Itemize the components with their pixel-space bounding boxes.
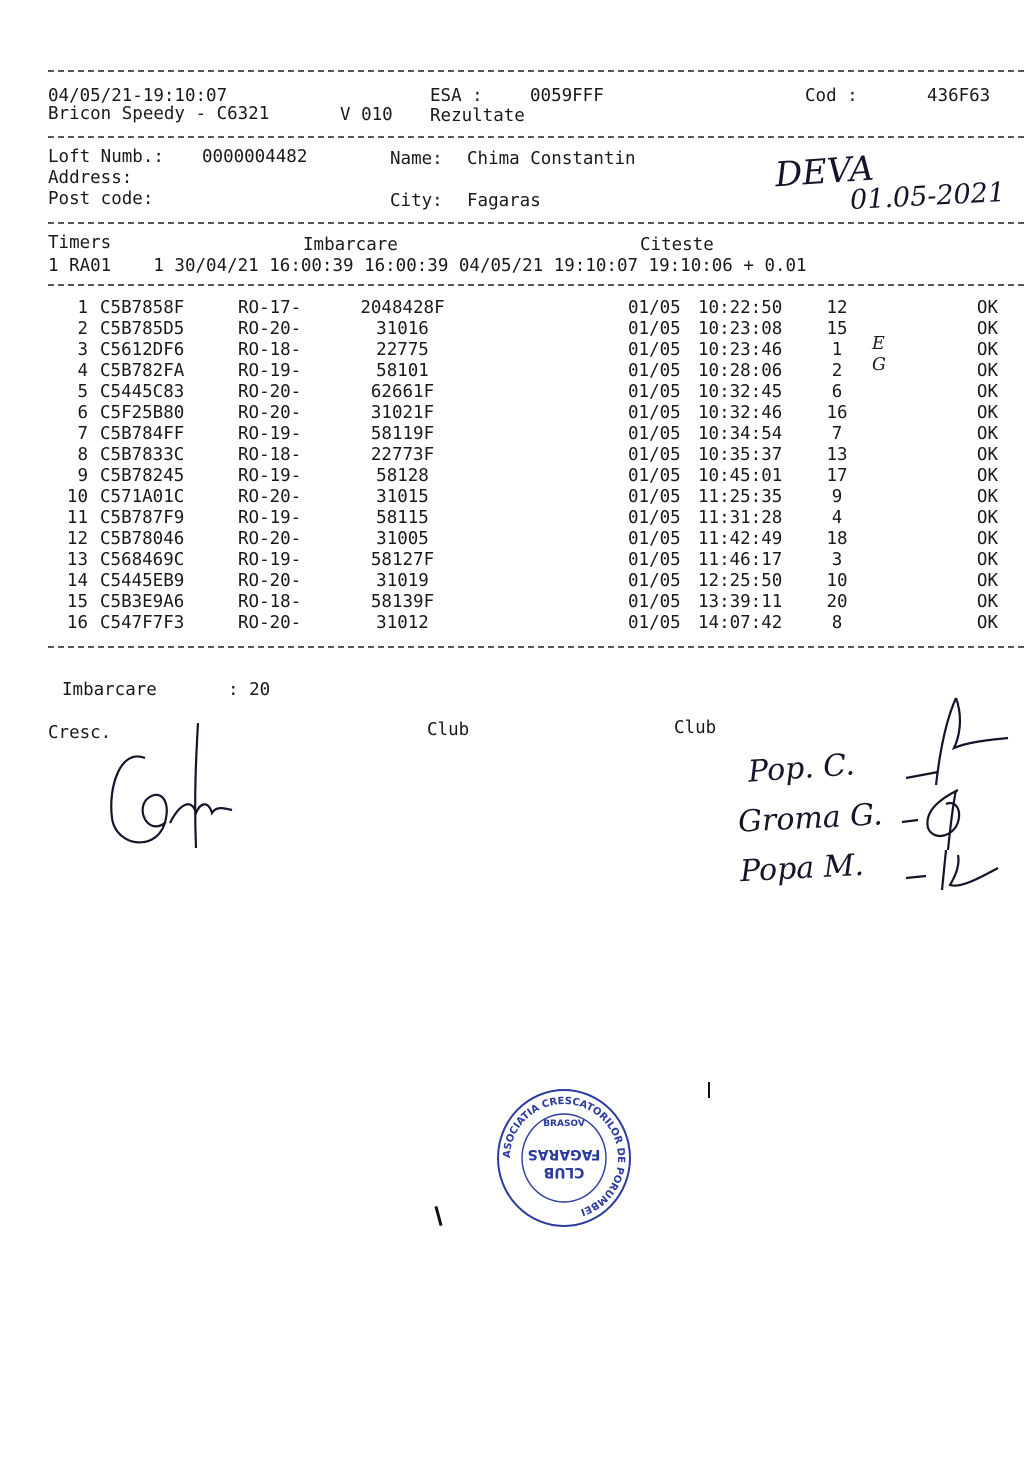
table-row [0,466,1024,487]
table-row [0,613,1024,634]
status: OK [976,298,998,318]
status: OK [976,508,998,528]
chip-id: C5B78245 [100,466,185,486]
status: OK [976,529,998,549]
table-row [0,571,1024,592]
ring-prefix: RO-19- [238,424,302,444]
divider [48,70,1024,72]
arrival-date: 01/05 [628,382,681,402]
hand-note: E [872,334,885,354]
status: OK [976,382,998,402]
arrival-date: 01/05 [628,340,681,360]
ring-prefix: RO-20- [238,487,302,507]
club-label-2: Club [674,718,717,738]
arrival-date: 01/05 [628,466,681,486]
row-number: 16 [66,613,88,633]
ring-prefix: RO-20- [238,319,302,339]
place: 9 [831,487,843,507]
table-row [0,355,1024,382]
arrival-time: 11:25:35 [698,487,783,507]
ring-prefix: RO-18- [238,445,302,465]
club-stamp [494,1086,634,1230]
club-member-1: Pop. C. [746,747,856,790]
arrival-date: 01/05 [628,592,681,612]
ring-number: 31019 [376,571,429,591]
place: 6 [831,382,843,402]
stamp-club: CLUB [543,1164,585,1180]
table-row [0,487,1024,508]
ring-number: 58139F [370,592,435,612]
status: OK [976,592,998,612]
chip-id: C5B787F9 [100,508,185,528]
club-member-2: Groma G. [737,797,884,840]
place: 17 [826,466,848,486]
chip-id: C5B784FF [100,424,185,444]
chip-id: C571A01C [100,487,185,507]
table-row [0,403,1024,424]
arrival-time: 10:23:46 [698,340,783,360]
ring-prefix: RO-20- [238,571,302,591]
place: 7 [831,424,843,444]
row-number: 2 [77,319,88,339]
city-label: City: [390,191,443,211]
row-number: 9 [77,466,88,486]
chip-id: C5445EB9 [100,571,185,591]
status: OK [976,613,998,633]
chip-id: C5B3E9A6 [100,592,185,612]
summary-imbarcare-value: : 20 [228,680,271,700]
table-row [0,334,1024,361]
table-row [0,508,1024,529]
arrival-date: 01/05 [628,487,681,507]
table-row [0,319,1024,340]
row-number: 10 [66,487,88,507]
handwritten-date: 01.05-2021 [849,176,1006,217]
timers-imbarcare-label: Imbarcare [303,235,398,255]
status: OK [976,340,998,360]
chip-id: C5B78046 [100,529,185,549]
table-row [0,550,1024,571]
arrival-time: 10:32:46 [698,403,783,423]
ring-number: 58128 [376,466,429,486]
ring-prefix: RO-17- [238,298,302,318]
row-number: 1 [77,298,88,318]
chip-id: C568469C [100,550,185,570]
place: 10 [826,571,848,591]
chip-id: C5B7858F [100,298,185,318]
place: 2 [831,361,843,381]
place: 13 [826,445,848,465]
club-member-signatures [898,690,1018,910]
row-number: 13 [66,550,88,570]
arrival-date: 01/05 [628,529,681,549]
cod-value: 436F63 [927,86,991,106]
divider [48,136,1024,138]
row-number: 8 [77,445,88,465]
ring-number: 58127F [370,550,435,570]
ring-prefix: RO-20- [238,382,302,402]
row-number: 7 [77,424,88,444]
timers-citeste-label: Citeste [640,235,714,255]
status: OK [976,571,998,591]
table-row [0,592,1024,613]
arrival-time: 11:31:28 [698,508,783,528]
place: 3 [831,550,843,570]
arrival-time: 11:42:49 [698,529,783,549]
chip-id: C5612DF6 [100,340,185,360]
arrival-time: 11:46:17 [698,550,783,570]
place: 8 [831,613,843,633]
row-number: 14 [66,571,88,591]
arrival-date: 01/05 [628,550,681,570]
cod-label: Cod : [805,86,858,106]
arrival-date: 01/05 [628,424,681,444]
chip-id: C5B785D5 [100,319,185,339]
arrival-time: 10:35:37 [698,445,783,465]
row-number: 4 [77,361,88,381]
ring-number: 2048428F [360,298,445,318]
owner-name: Chima Constantin [467,149,636,169]
chip-id: C5B782FA [100,361,185,381]
row-number: 15 [66,592,88,612]
arrival-date: 01/05 [628,508,681,528]
ring-prefix: RO-18- [238,340,302,360]
divider [48,646,1024,648]
report-title: Rezultate [430,106,525,126]
ring-number: 22773F [370,445,435,465]
divider [48,284,1024,286]
row-number: 5 [77,382,88,402]
city-value: Fagaras [467,191,541,211]
arrival-date: 01/05 [628,298,681,318]
chip-id: C5445C83 [100,382,185,402]
row-number: 12 [66,529,88,549]
club-label-1: Club [427,720,470,740]
arrival-date: 01/05 [628,445,681,465]
chip-id: C5B7833C [100,445,185,465]
row-number: 6 [77,403,88,423]
arrival-time: 10:23:08 [698,319,783,339]
cresc-label: Cresc. [48,723,112,743]
place: 4 [831,508,843,528]
report-datetime: 04/05/21-19:10:07 [48,86,228,106]
status: OK [976,319,998,339]
ring-prefix: RO-20- [238,613,302,633]
ring-prefix: RO-18- [238,592,302,612]
device-name: Bricon Speedy - C6321 [48,104,270,124]
name-label: Name: [390,149,443,169]
ring-number: 62661F [370,382,435,402]
handwritten-place: DEVA [773,148,876,196]
ring-number: 31021F [370,403,435,423]
arrival-time: 12:25:50 [698,571,783,591]
arrival-date: 01/05 [628,361,681,381]
status: OK [976,361,998,381]
postcode-label: Post code: [48,189,154,209]
ring-number: 58101 [376,361,429,381]
status: OK [976,550,998,570]
hand-note: G [872,355,886,375]
chip-id: C5F25B80 [100,403,185,423]
timers-label: Timers [48,233,112,253]
arrival-date: 01/05 [628,571,681,591]
arrival-time: 13:39:11 [698,592,783,612]
ring-prefix: RO-19- [238,508,302,528]
row-number: 3 [77,340,88,360]
loft-label: Loft Numb.: [48,147,164,167]
table-row [0,445,1024,466]
pen-mark [434,1206,442,1226]
ring-prefix: RO-19- [238,550,302,570]
arrival-date: 01/05 [628,613,681,633]
place: 12 [826,298,848,318]
arrival-date: 01/05 [628,319,681,339]
device-version: V 010 [340,105,393,125]
loft-number: 0000004482 [202,147,308,167]
club-member-3: Popa M. [739,847,865,890]
status: OK [976,466,998,486]
stamp-club-city: FAGARAS [527,1146,601,1162]
status: OK [976,445,998,465]
stamp-arc-text: ASOCIATIA CRESCATORILOR DE PORUMBEI [501,1095,627,1218]
ring-prefix: RO-19- [238,466,302,486]
ring-prefix: RO-20- [238,529,302,549]
status: OK [976,403,998,423]
place: 20 [826,592,848,612]
row-number: 11 [66,508,88,528]
ring-number: 31012 [376,613,429,633]
ring-number: 31015 [376,487,429,507]
summary-imbarcare-label: Imbarcare [62,680,157,700]
table-row [0,382,1024,403]
table-row [0,529,1024,550]
pen-mark [708,1082,710,1098]
timer-line: 1 RA01 1 30/04/21 16:00:39 16:00:39 04/05/21 19:10:07 19:10:06 + 0.01 [48,256,807,276]
breeder-signature [100,718,250,858]
arrival-date: 01/05 [628,403,681,423]
status: OK [976,487,998,507]
arrival-time: 14:07:42 [698,613,783,633]
place: 1 [831,340,843,360]
status: OK [976,424,998,444]
divider [48,222,1024,224]
place: 16 [826,403,848,423]
arrival-time: 10:45:01 [698,466,783,486]
ring-prefix: RO-20- [238,403,302,423]
ring-number: 58119F [370,424,435,444]
esa-label: ESA : [430,86,483,106]
ring-prefix: RO-19- [238,361,302,381]
address-label: Address: [48,168,133,188]
table-row [0,424,1024,445]
place: 15 [826,319,848,339]
ring-number: 22775 [376,340,429,360]
ring-number: 31005 [376,529,429,549]
esa-value: 0059FFF [530,86,604,106]
ring-number: 31016 [376,319,429,339]
arrival-time: 10:28:06 [698,361,783,381]
stamp-city: BRASOV [543,1119,585,1129]
table-row [0,298,1024,319]
arrival-time: 10:32:45 [698,382,783,402]
ring-number: 58115 [376,508,429,528]
chip-id: C547F7F3 [100,613,185,633]
arrival-time: 10:22:50 [698,298,783,318]
place: 18 [826,529,848,549]
arrival-time: 10:34:54 [698,424,783,444]
